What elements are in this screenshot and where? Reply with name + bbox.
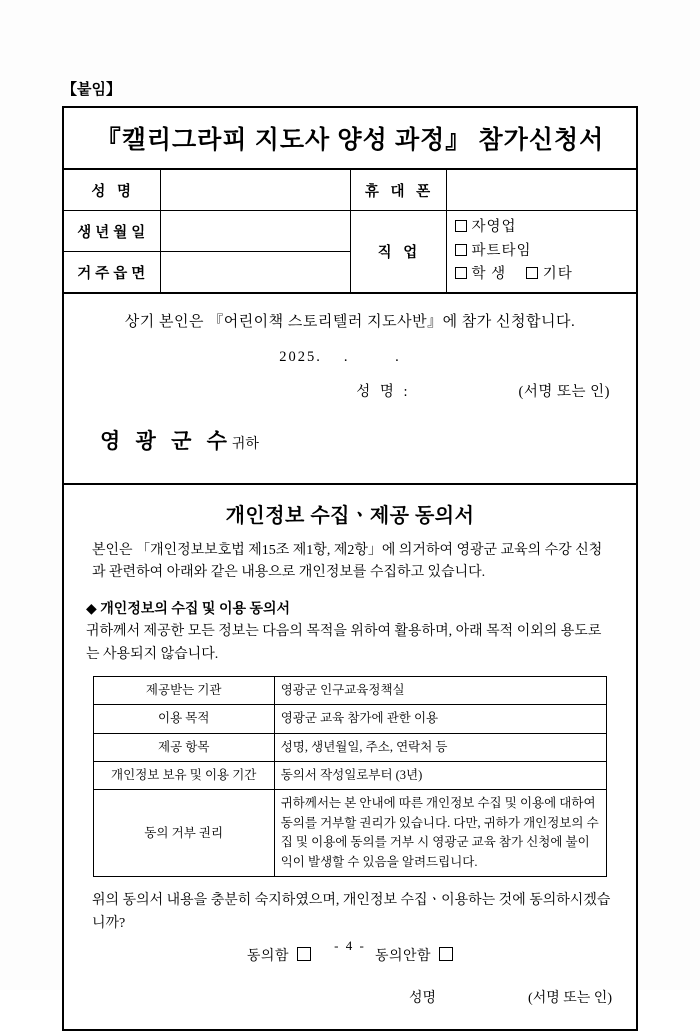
final-question: 위의 동의서 내용을 충분히 숙지하였으며, 개인정보 수집ㆍ이용하는 것에 동의하시겠습니까?	[92, 892, 611, 932]
job-option-student[interactable]: 학 생	[455, 263, 507, 287]
job-option-parttime[interactable]: 파트타임	[455, 240, 532, 264]
recipient-name: 영 광 군 수	[100, 429, 232, 453]
checkbox-icon[interactable]	[526, 267, 538, 279]
consent-sub-body: 귀하께서 제공한 모든 정보는 다음의 목적을 위하여 활용하며, 아래 목적 이외의 용도로는 사용되지 않습니다.	[86, 624, 602, 662]
form-title: 『캘리그라피 지도사 양성 과정』 참가신청서	[64, 108, 636, 170]
phone-label: 휴 대 폰	[350, 170, 446, 211]
consent-name-label: 성명	[408, 991, 437, 1007]
name-input[interactable]	[160, 170, 350, 211]
consent-key: 개인정보 보유 및 이용 기간	[93, 762, 274, 790]
application-form-box	[62, 106, 638, 1031]
table-row	[64, 211, 636, 252]
name-label: 성 명	[64, 170, 160, 211]
table-row	[93, 762, 607, 790]
checkbox-icon[interactable]	[455, 220, 467, 232]
declaration-text: 상기 본인은 『어린이책 스토리텔러 지도사반』에 참가 신청합니다.	[124, 314, 576, 330]
date-year: 2025.	[279, 349, 322, 365]
consent-value: 귀하께서는 본 안내에 따른 개인정보 수집 및 이용에 대하여 동의를 거부할 권리가 있습니다. 다만, 귀하가 개인정보의 수집 및 이용에 동의를 거부 시 영광군 교육 참가 신청에 불이익이 발생할 수 있음을 알려드립니다.	[274, 790, 607, 877]
attachment-label: 【붙임】	[62, 82, 121, 98]
applicant-info-table	[64, 170, 636, 293]
table-row	[93, 705, 607, 733]
consent-detail-table	[93, 676, 608, 877]
consent-key: 제공받는 기관	[93, 676, 274, 704]
signature-line	[86, 380, 614, 401]
birth-label: 생년월일	[64, 211, 160, 252]
table-row	[64, 170, 636, 211]
disagree-option[interactable]: 동의안함	[375, 945, 453, 965]
consent-subsection	[82, 599, 618, 666]
consent-signature-line	[82, 987, 618, 1013]
job-label: 직 업	[350, 211, 446, 293]
checkbox-icon[interactable]	[455, 244, 467, 256]
consent-title: 개인정보 수집ㆍ제공 동의서	[225, 505, 475, 527]
phone-input[interactable]	[446, 170, 636, 211]
job-option-other[interactable]: 기타	[526, 263, 573, 287]
birth-input[interactable]	[160, 211, 350, 252]
consent-key: 제공 항목	[93, 733, 274, 761]
job-option-self-employed[interactable]: 자영업	[455, 216, 517, 240]
consent-value: 동의서 작성일로부터 (3년)	[274, 762, 607, 790]
agree-option[interactable]: 동의함	[247, 945, 311, 965]
signature-note: (서명 또는 인)	[518, 384, 610, 400]
table-row	[93, 733, 607, 761]
consent-sub-head: ◆ 개인정보의 수집 및 이용 동의서	[86, 601, 291, 617]
consent-key: 이용 목적	[93, 705, 274, 733]
date-line	[86, 349, 614, 366]
consent-value: 영광군 인구교육정책실	[274, 676, 607, 704]
table-row	[93, 790, 607, 877]
date-dots: . .	[343, 349, 421, 365]
consent-signature-note: (서명 또는 인)	[528, 991, 612, 1007]
checkbox-icon[interactable]	[455, 267, 467, 279]
consent-value: 성명, 생년월일, 주소, 연락처 등	[274, 733, 607, 761]
consent-value: 영광군 교육 참가에 관한 이용	[274, 705, 607, 733]
consent-key: 동의 거부 권리	[93, 790, 274, 877]
table-row	[93, 676, 607, 704]
signature-name-label: 성 명 :	[356, 384, 411, 400]
residence-input[interactable]	[160, 252, 350, 293]
declaration-section	[64, 293, 636, 483]
job-options[interactable]	[446, 211, 636, 293]
page-number: - 4 -	[334, 938, 366, 953]
residence-label: 거주읍면	[64, 252, 160, 293]
consent-intro: 본인은 「개인정보보호법 제15조 제1항, 제2항」에 의거하여 영광군 교육의 수강 신청과 관련하여 아래와 같은 내용으로 개인정보를 수집하고 있습니다.	[92, 543, 603, 581]
recipient-suffix: 귀하	[231, 437, 259, 452]
recipient-line	[86, 421, 614, 473]
